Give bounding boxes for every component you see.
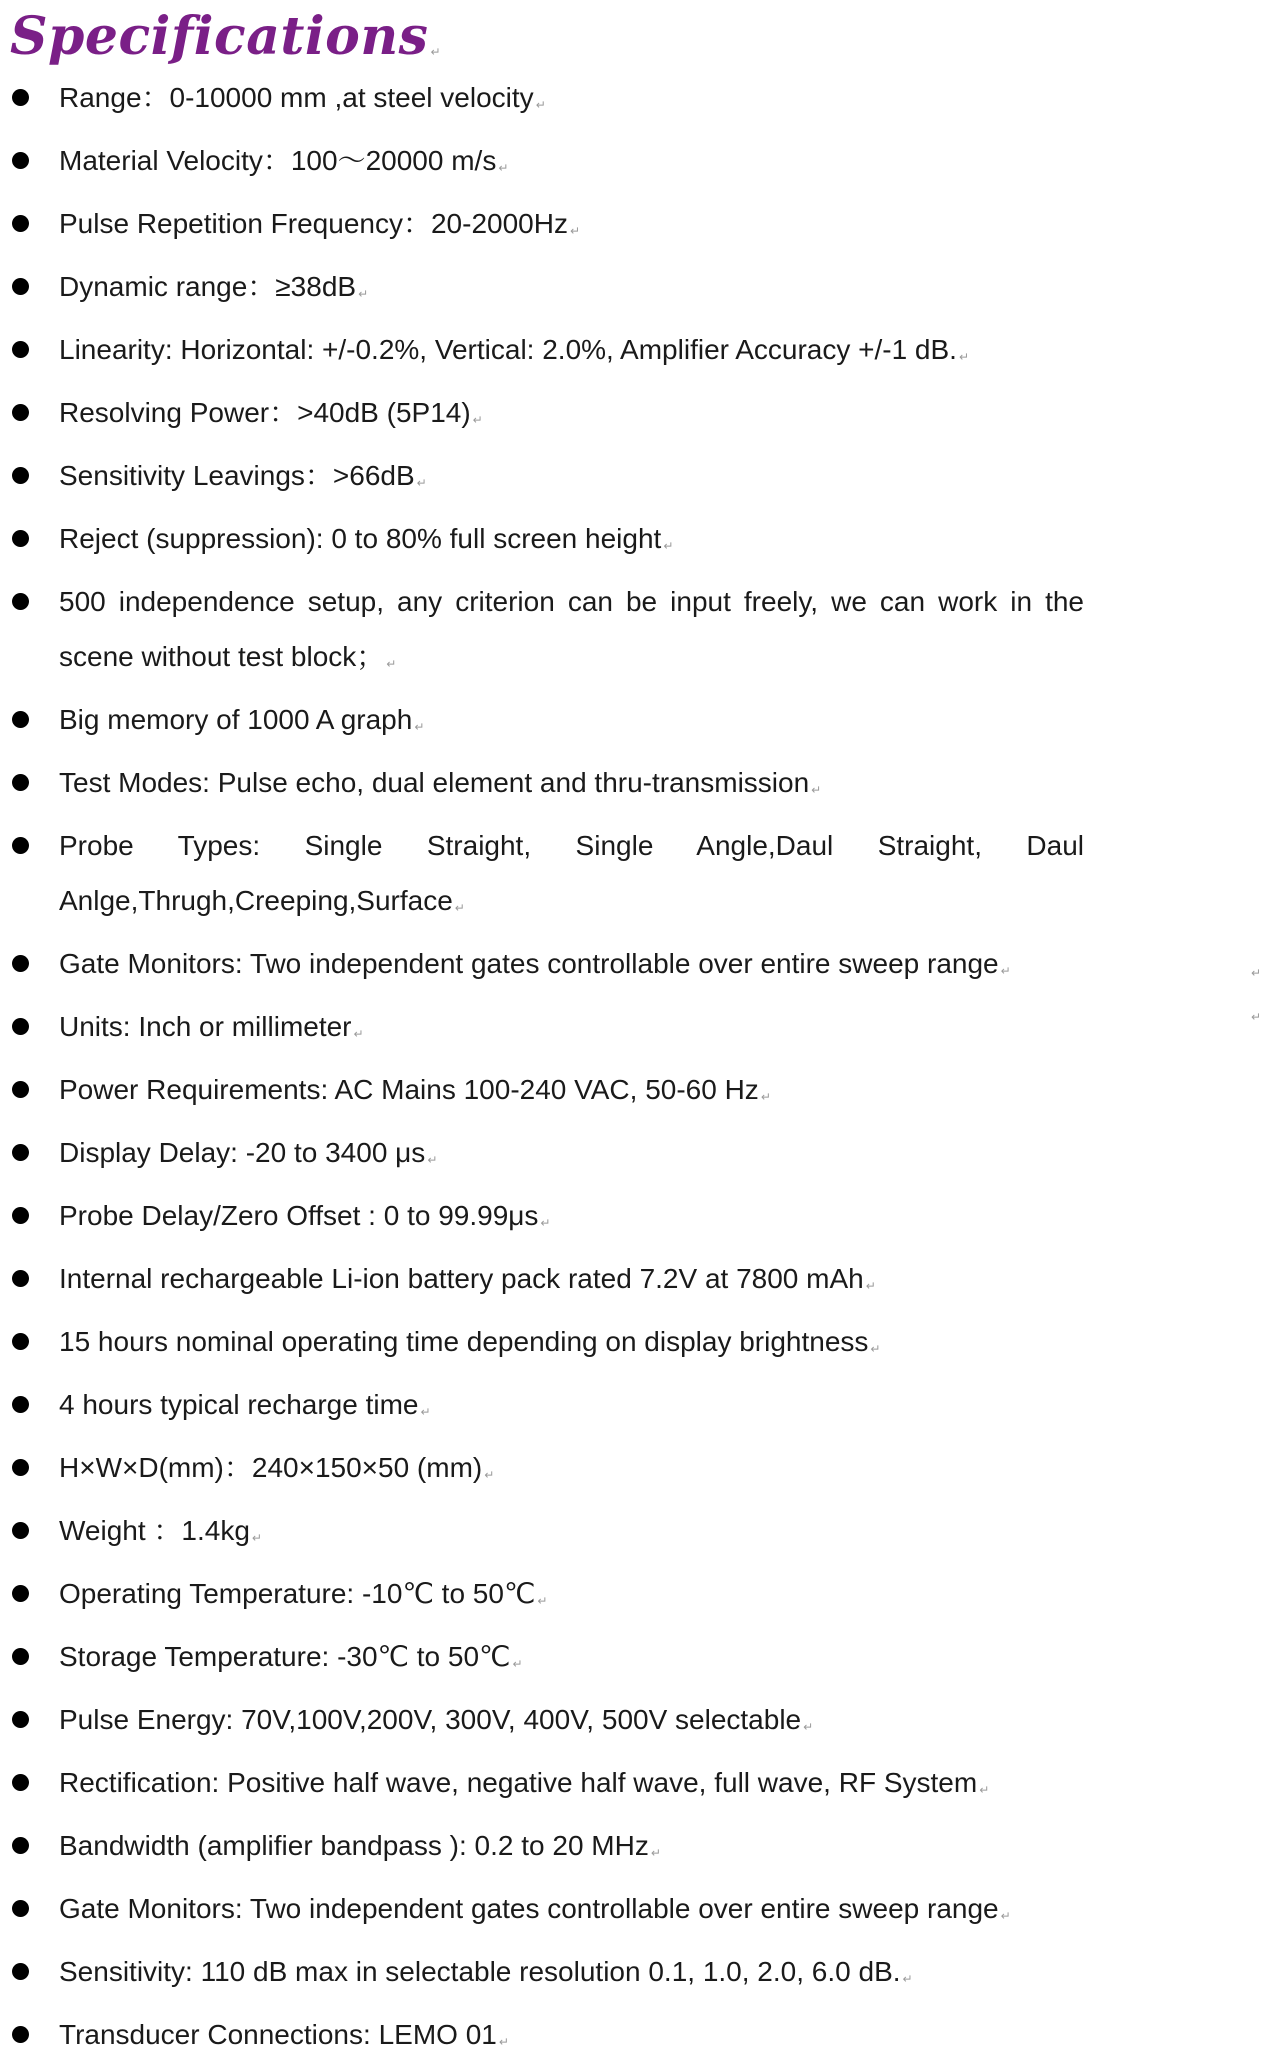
paragraph-mark-icon: ↵ [353, 1027, 364, 1041]
list-item [0, 1314, 1084, 1377]
bullet-icon [12, 341, 29, 358]
list-item [0, 1818, 1084, 1881]
list-item [0, 574, 1084, 692]
bullet-icon [12, 1207, 29, 1224]
bullet-icon [12, 530, 29, 547]
list-item [0, 936, 1084, 999]
paragraph-mark-icon: ↵ [416, 476, 427, 490]
spec-text: Test Modes: Pulse echo, dual element and thru-transmission [59, 767, 810, 798]
paragraph-mark-icon: ↵ [865, 1279, 876, 1293]
list-item [0, 818, 1084, 936]
spec-text: Weight ：1.4kg [59, 1515, 250, 1546]
spec-text: Operating Temperature: -10℃ to 50℃ [59, 1578, 536, 1609]
list-item [0, 1125, 1084, 1188]
paragraph-mark-icon: ↵ [569, 224, 581, 238]
list-item [0, 385, 1084, 448]
spec-text: H×W×D(mm)：240×150×50 (mm) [59, 1452, 483, 1483]
bullet-icon [12, 955, 29, 972]
spec-text: Resolving Power：>40dB (5P14) [59, 397, 471, 428]
bullet-icon [12, 1018, 29, 1035]
spec-list [0, 70, 1265, 2070]
paragraph-mark-icon: ↵ [420, 1405, 431, 1419]
paragraph-mark-icon: ↵ [1000, 964, 1011, 978]
bullet-icon [12, 1648, 29, 1665]
spec-text: Internal rechargeable Li-ion battery pack rated 7.2V at 7800 mAh [59, 1263, 864, 1294]
paragraph-mark-icon: ↵ [535, 98, 546, 112]
list-item [0, 196, 1084, 259]
bullet-icon [12, 89, 29, 106]
bullet-icon [12, 215, 29, 232]
spec-text: Rectification: Positive half wave, negative half wave, full wave, RF System [59, 1767, 978, 1798]
list-item [0, 511, 1084, 574]
bullet-icon [12, 1774, 29, 1791]
spec-text: Gate Monitors: Two independent gates controllable over entire sweep range [59, 1893, 999, 1924]
spec-text: Power Requirements: AC Mains 100-240 VAC, 50-60 Hz [59, 1074, 759, 1105]
title-text: Specifications [10, 6, 429, 67]
bullet-icon [12, 1522, 29, 1539]
list-item [0, 259, 1084, 322]
list-item [0, 1692, 1084, 1755]
paragraph-mark-icon: ↵ [484, 1468, 495, 1482]
list-item [0, 692, 1084, 755]
spec-text: Reject (suppression): 0 to 80% full screen height [59, 523, 662, 554]
list-item [0, 999, 1084, 1062]
paragraph-mark-icon: ↵ [498, 161, 509, 175]
paragraph-mark-icon: ↵ [902, 1972, 913, 1986]
bullet-icon [12, 404, 29, 421]
list-item [0, 1251, 1084, 1314]
bullet-icon [12, 467, 29, 484]
spec-text: 15 hours nominal operating time depending on display brightness [59, 1326, 869, 1357]
spec-text: Sensitivity Leavings：>66dB [59, 460, 415, 491]
page-title [10, 6, 441, 67]
list-item [0, 1377, 1084, 1440]
spec-text: Linearity: Horizontal: +/-0.2%, Vertical: 2.0%, Amplifier Accuracy +/-1 dB. [59, 334, 957, 365]
list-item [0, 1188, 1084, 1251]
bullet-icon [12, 1270, 29, 1287]
paragraph-mark-icon: ↵ [430, 45, 441, 59]
paragraph-mark-icon: ↵ [498, 2035, 509, 2049]
bullet-icon [12, 152, 29, 169]
paragraph-mark-icon: ↵ [537, 1594, 548, 1608]
list-item [0, 1062, 1084, 1125]
paragraph-mark-icon: ↵ [251, 1531, 262, 1545]
paragraph-mark-icon: ↵ [358, 287, 369, 301]
paragraph-mark-icon: ↵ [650, 1846, 661, 1860]
spec-text: Transducer Connections: LEMO 01 [59, 2019, 497, 2050]
spec-text: Bandwidth (amplifier bandpass ): 0.2 to 20 MHz [59, 1830, 649, 1861]
paragraph-mark-icon: ↵ [803, 1720, 814, 1734]
paragraph-mark-icon: ↵ [870, 1342, 881, 1356]
paragraph-mark-icon: ↵ [1000, 1909, 1011, 1923]
spec-text: Storage Temperature: -30℃ to 50℃ [59, 1641, 511, 1672]
list-item [0, 1629, 1084, 1692]
paragraph-mark-icon: ↵ [540, 1216, 551, 1230]
paragraph-mark-icon: ↵ [663, 539, 674, 553]
paragraph-mark-icon: ↵ [386, 657, 397, 671]
paragraph-mark-icon: ↵ [979, 1783, 990, 1797]
spec-text: Display Delay: -20 to 3400 μs [59, 1137, 426, 1168]
bullet-icon [12, 711, 29, 728]
paragraph-mark-icon: ↵ [427, 1153, 438, 1167]
list-item [0, 322, 1084, 385]
bullet-icon [12, 2026, 29, 2043]
bullet-icon [12, 837, 29, 854]
bullet-icon [12, 1396, 29, 1413]
bullet-icon [12, 1711, 29, 1728]
paragraph-mark-icon: ↵ [1251, 966, 1262, 980]
spec-text: Probe Types: Single Straight, Single Angle,Daul Straight, Daul Anlge,Thrugh,Creeping,Surface [59, 830, 1084, 916]
spec-text: Big memory of 1000 A graph [59, 704, 413, 735]
paragraph-mark-icon: ↵ [472, 413, 483, 427]
list-item [0, 1944, 1084, 2007]
paragraph-mark-icon: ↵ [958, 350, 970, 364]
bullet-icon [12, 1963, 29, 1980]
paragraph-mark-icon: ↵ [454, 901, 465, 915]
list-item [0, 133, 1084, 196]
list-item [0, 1881, 1084, 1944]
list-item [0, 1440, 1084, 1503]
paragraph-mark-icon: ↵ [512, 1657, 523, 1671]
bullet-icon [12, 774, 29, 791]
bullet-icon [12, 278, 29, 295]
bullet-icon [12, 1333, 29, 1350]
spec-text: Gate Monitors: Two independent gates controllable over entire sweep range [59, 948, 999, 979]
bullet-icon [12, 1459, 29, 1476]
paragraph-mark-icon: ↵ [414, 720, 425, 734]
list-item [0, 448, 1084, 511]
spec-text: Pulse Energy: 70V,100V,200V, 300V, 400V, 500V selectable [59, 1704, 802, 1735]
bullet-icon [12, 1837, 29, 1854]
spec-text: 4 hours typical recharge time [59, 1389, 419, 1420]
spec-text: 500 independence setup, any criterion can be input freely, we can work in the scene without test block； [59, 586, 1084, 672]
spec-text: Sensitivity: 110 dB max in selectable resolution 0.1, 1.0, 2.0, 6.0 dB. [59, 1956, 901, 1987]
spec-text: Units: Inch or millimeter [59, 1011, 352, 1042]
paragraph-mark-icon: ↵ [1251, 1010, 1262, 1024]
spec-text: Dynamic range：≥38dB [59, 271, 357, 302]
list-item [0, 1755, 1084, 1818]
bullet-icon [12, 1144, 29, 1161]
list-item [0, 755, 1084, 818]
bullet-icon [12, 1585, 29, 1602]
spec-text: Range：0-10000 mm ,at steel velocity [59, 82, 534, 113]
list-item [0, 1503, 1084, 1566]
list-item [0, 70, 1084, 133]
spec-text: Probe Delay/Zero Offset : 0 to 99.99μs [59, 1200, 539, 1231]
paragraph-mark-icon: ↵ [760, 1090, 771, 1104]
bullet-icon [12, 593, 29, 610]
spec-text: Pulse Repetition Frequency：20-2000Hz [59, 208, 568, 239]
paragraph-mark-icon: ↵ [811, 783, 822, 797]
list-item [0, 1566, 1084, 1629]
bullet-icon [12, 1081, 29, 1098]
bullet-icon [12, 1900, 29, 1917]
list-item [0, 2007, 1084, 2070]
spec-text: Material Velocity：100～20000 m/s [59, 145, 497, 176]
